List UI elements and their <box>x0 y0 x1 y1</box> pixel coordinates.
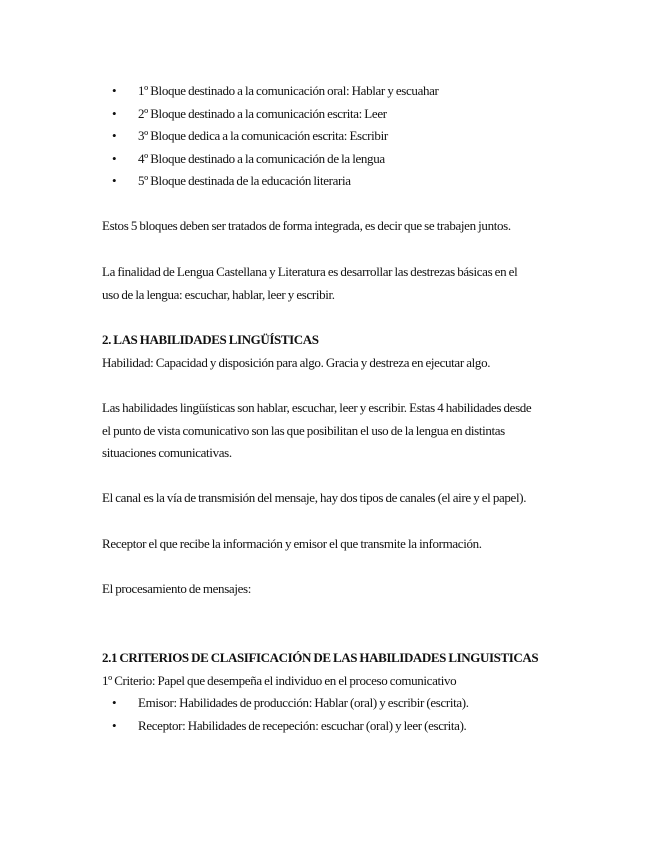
list-item: 4º Bloque destinado a la comunicación de la lengua <box>138 150 385 166</box>
paragraph-receptor: Receptor el que recibe la información y emisor el que transmite la información. <box>102 536 482 551</box>
bullet-icon: • <box>112 173 117 188</box>
section-heading: 2. LAS HABILIDADES LINGÜÍSTICAS <box>102 332 319 347</box>
list-item: 2º Bloque destinado a la comunicación escrita: Leer <box>138 105 387 121</box>
paragraph-canal: El canal es la vía de transmisión del mensaje, hay dos tipos de canales (el aire y el papel). <box>102 490 527 505</box>
list-item: 1º Bloque destinado a la comunicación oral: Hablar y escuahar <box>138 83 439 98</box>
list-item: Emisor: Habilidades de producción: Hablar (oral) y escribir (escrita). <box>138 695 469 710</box>
bullet-icon: • <box>112 150 117 166</box>
subsection-heading: 2.1 CRITERIOS DE CLASIFICACIÓN DE LAS HABILIDADES LINGUISTICAS <box>102 650 539 665</box>
paragraph-line: situaciones comunicativas. <box>102 445 232 460</box>
paragraph-finalidad <box>102 261 572 306</box>
paragraph-procesamiento: El procesamiento de mensajes: <box>102 581 251 596</box>
paragraph-linguisticas <box>102 397 572 465</box>
list-item: 3º Bloque dedica a la comunicación escrita: Escribir <box>138 128 388 143</box>
paragraph-line: uso de la lengua: escuchar, hablar, leer y escribir. <box>102 286 335 302</box>
paragraph-integrada: Estos 5 bloques deben ser tratados de forma integrada, es decir que se trabajen juntos. <box>102 218 511 233</box>
paragraph-line: Las habilidades lingüísticas son hablar, escuchar, leer y escribir. Estas 4 habilidades desde <box>102 400 532 415</box>
paragraph-habilidad: Habilidad: Capacidad y disposición para algo. Gracia y destreza en ejecutar algo. <box>102 354 491 370</box>
paragraph-criterio: 1º Criterio: Papel que desempeña el individuo en el proceso comunicativo <box>102 672 457 688</box>
list-item: Receptor: Habilidades de recepeción: escuchar (oral) y leer (escrita). <box>138 717 467 733</box>
bullet-icon: • <box>112 83 117 98</box>
paragraph-line: el punto de vista comunicativo son las que posibilitan el uso de la lengua en distintas <box>102 422 505 438</box>
bullet-icon: • <box>112 128 117 143</box>
list-item: 5º Bloque destinada de la educación literaria <box>138 173 351 188</box>
bullet-icon: • <box>112 695 117 710</box>
bullet-icon: • <box>112 105 117 121</box>
paragraph-line: La finalidad de Lengua Castellana y Literatura es desarrollar las destrezas básicas en el <box>102 264 518 279</box>
bullet-icon: • <box>112 717 117 733</box>
